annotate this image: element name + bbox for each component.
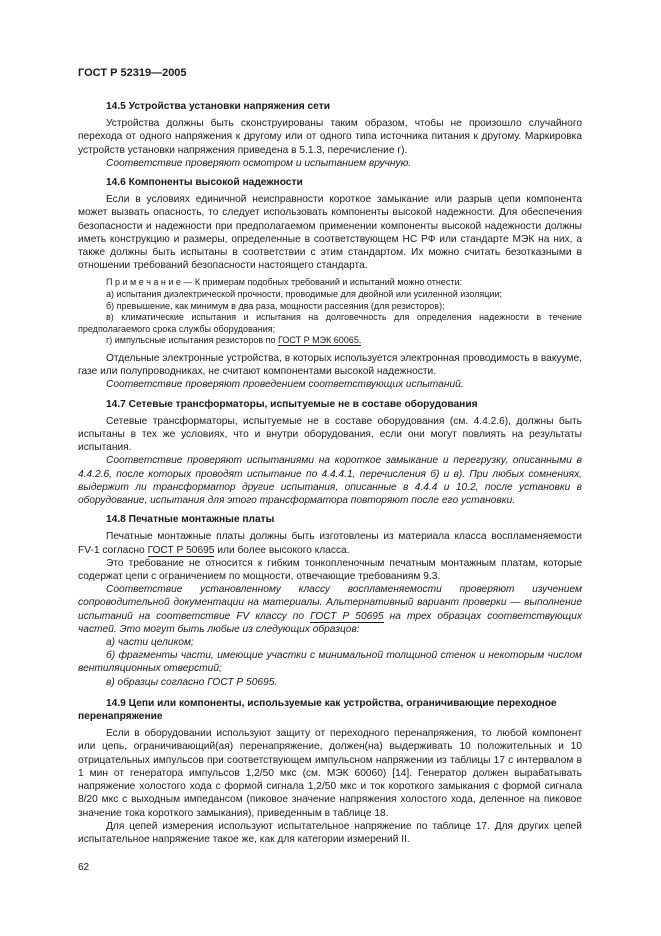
note-intro: П р и м е ч а н и е — К примерам подобных требований и испытаний можно отнести: [106,277,462,288]
note-item: а) испытания диэлектрической прочности, проводимые для двойной или усиленной изоляции; [106,289,502,300]
note-item: в) климатические испытания и испытания на долговечность для определения надежности в течение предполагаемого срока службы оборудования; [78,312,582,334]
section-14-7 [78,398,582,508]
note-item: б) превышение, как минимум в два раза, мощности рассеяния (для резисторов); [106,300,445,311]
section-14-6 [78,176,582,392]
standard-link[interactable]: ГОСТ Р 50695 [310,610,384,622]
paragraph: Сетевые трансформаторы, испытуемые не в составе оборудования (см. 4.4.2.6), должны быть испытаны в тех же условиях, что и внутри оборудования, если они могут повлиять на результаты испытания. [78,415,582,454]
section-title: 14.9 Цепи или компоненты, используемые как устройства, ограничивающие переходное перенапряжение [78,697,557,723]
paragraph [78,530,582,556]
compliance-paragraph: Соответствие проверяют испытаниями на короткое замыкание и перегрузку, описанными в 4.4.2.6, после которых проводят испытание по 4.4.4.1, перечисления б) и в). При любых сомнениях, выдержит ли трансформатор другие испытания, описанные в 4.4.4 и 10.2, после установки в оборудование, испытания для этого трансформатора повторяют после его установки. [78,455,582,507]
list-item: б) фрагменты части, имеющие участки с минимальной толщиной стенок и некоторым числом вентиляционных отверстий; [78,650,582,675]
standard-link[interactable]: ГОСТ Р 50695 [147,544,215,556]
paragraph: Это требование не относится к гибким тонкопленочным печатным монтажным платам, которые содержат цепи с ограничением по мощности, отвечающие требованиям 9.3. [78,557,582,583]
section-14-9 [78,697,582,846]
note-item-text: г) импульсные испытания резисторов по [106,335,276,346]
section-title: 14.6 Компоненты высокой надежности [106,177,303,189]
section-14-8 [78,513,582,689]
section-title: 14.8 Печатные монтажные платы [106,514,275,526]
section-title: 14.5 Устройства установки напряжения сети [106,101,330,112]
section-title: 14.7 Сетевые трансформаторы, испытуемые не в составе оборудования [106,398,478,410]
paragraph-text: или более высокого класса. [217,544,350,556]
page-header: ГОСТ Р 52319—2005 [78,67,187,79]
compliance-paragraph [78,583,582,636]
note-item [78,335,582,347]
note-block [78,277,582,347]
compliance-paragraph: Соответствие проверяют проведением соответствующих испытаний. [106,379,464,391]
paragraph-text: Соответствие установленному классу воспламеняемости проверяют изучением сопроводительной документации на материалы. Альтернативный вариант проверки — выполнение испытаний на соответствие FV классу по [78,584,582,622]
paragraph: Если в оборудовании используют защиту от переходного перенапряжения, то любой компонент или цепь, ограничивающий(ая) перенапряжение, должен(на) выдерживать 10 положительных и 10 отрицательных импульсов при соответствующем импульсном напряжении из таблицы 17 с интервалом в 1 мин от генератора импульсов 1,2/50 мкс (см. МЭК 60060) [14]. Генератор должен вырабатывать напряжение холостого хода с формой сигнала 1,2/50 мкс и ток короткого замыкания с формой сигнала 8/20 мкс с выходным импедансом (пиковое значение напряжения холостого хода, деленное на пиковое значение тока короткого замыкания), приведенным в таблице 18. [78,728,582,819]
page-content [78,94,582,846]
paragraph-text: на трех образцах соответствующих частей. Это могут быть любые из следующих образцов: [78,610,582,635]
list-item: а) части целиком; [106,637,194,649]
paragraph: Для цепей измерения используют испытательное напряжение по таблице 17. Для других цепей испытательное напряжение такое же, как для категории измерений II. [78,820,582,845]
paragraph: Если в условиях единичной неисправности короткое замыкание или разрыв цепи компонента может вызвать опасность, то следует использовать компоненты высокой надежности. Для обеспечения безопасности и надежности при предполагаемом применении компоненты высокой надежности должны иметь конструкцию и размеры, определенные в соответствующем НС РФ или стандарте МЭК на них, а также должны быть испытаны в соответствии с этим стандартом. Их можно считать безотказными в отношении требований безопасности настоящего стандарта. [78,194,582,272]
standard-link[interactable]: ГОСТ Р МЭК 60065. [278,335,362,346]
list-item: в) образцы согласно ГОСТ Р 50695. [106,676,278,688]
paragraph: Устройства должны быть сконструированы таким образом, чтобы не произошло случайного перехода от одного напряжения к другому или от одного типа источника питания к другому. Маркировка устройств установки напряжения приведена в 5.1.3, перечисление г). [78,118,582,156]
paragraph: Отдельные электронные устройства, в которых используется электронная проводимость в вакууме, газе или полупроводниках, не считают компонентами высокой надежности. [78,353,582,378]
compliance-paragraph: Соответствие проверяют осмотром и испытанием вручную. [106,157,412,169]
paragraph-text: Печатные монтажные платы должны быть изготовлены из материала класса воспламеняемости FV-1 согласно [78,531,582,556]
page-number: 62 [78,862,90,873]
section-14-5 [78,100,582,170]
